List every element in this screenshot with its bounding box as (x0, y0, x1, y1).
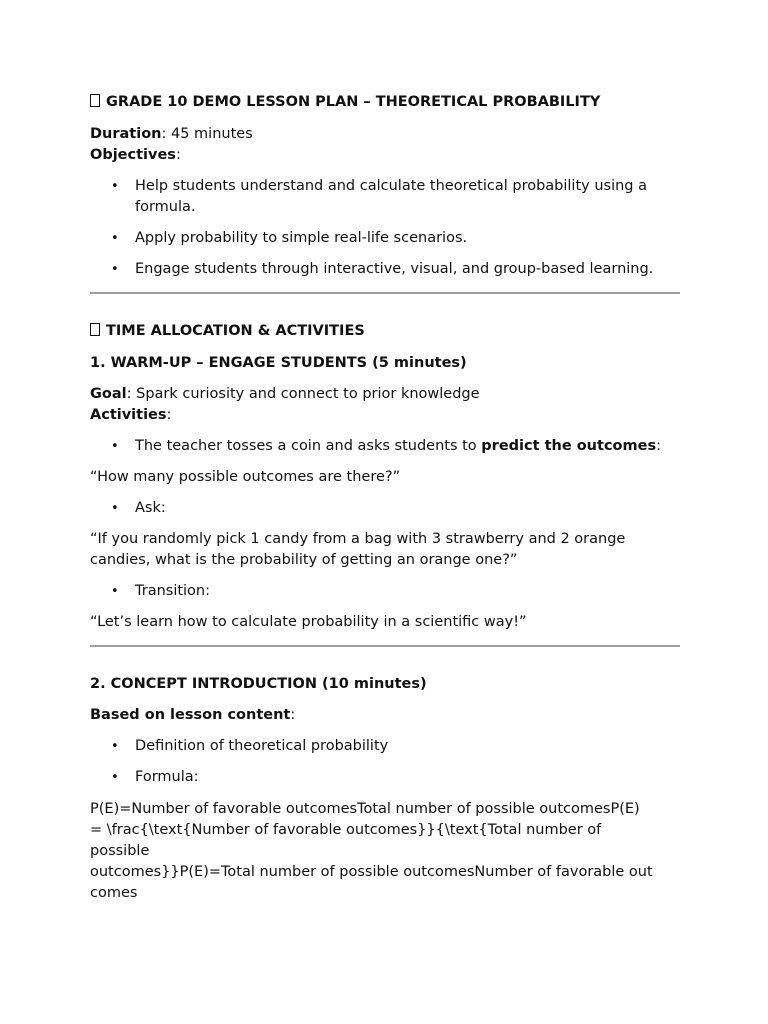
concept-heading: 2. CONCEPT INTRODUCTION (10 minutes) (90, 676, 427, 692)
document-body (90, 92, 680, 904)
missing-glyph-icon (90, 323, 100, 336)
objectives-label: Objectives (90, 147, 176, 163)
warmup-list-2 (90, 498, 680, 519)
goal-line (90, 384, 680, 405)
list-item: • Ask: (90, 498, 680, 519)
based-line (90, 705, 680, 726)
quote-candy: “If you randomly pick 1 candy from a bag with 3 strawberry and 2 orange candies, what is the probability of getting an orange one?” (90, 531, 626, 568)
based-label: Based on lesson content (90, 707, 291, 723)
list-item (90, 436, 680, 457)
list-item: • Formula: (90, 767, 680, 788)
missing-glyph-icon (90, 94, 100, 107)
warmup-list-1 (90, 436, 680, 457)
duration-label: Duration (90, 126, 162, 142)
quote-transition: “Let’s learn how to calculate probability in a scientific way!” (90, 614, 527, 630)
duration-value: : 45 minutes (161, 126, 253, 142)
lesson-title-text: GRADE 10 DEMO LESSON PLAN – THEORETICAL PROBABILITY (106, 94, 601, 110)
list-item: • Transition: (90, 581, 680, 602)
list-item: • Help students understand and calculate theoretical probability using a formula. (90, 176, 680, 218)
time-allocation-heading-text: TIME ALLOCATION & ACTIVITIES (106, 323, 365, 339)
bullet-bold-text: predict the outcomes (481, 438, 657, 454)
objectives-line (90, 145, 680, 166)
quote-outcomes: “How many possible outcomes are there?” (90, 469, 401, 485)
list-item: • Apply probability to simple real-life scenarios. (90, 228, 680, 249)
activities-label: Activities (90, 407, 167, 423)
bullet-text: The teacher tosses a coin and asks students to (135, 438, 482, 454)
formula-line: possible (90, 843, 150, 859)
formula-block (90, 799, 680, 904)
warmup-list-3 (90, 581, 680, 602)
bullet-colon: : (656, 438, 661, 454)
duration-line (90, 124, 680, 145)
formula-line: P(E)=Number of favorable outcomesTotal number of possible outcomesP(E) (90, 801, 640, 817)
list-item: • Engage students through interactive, visual, and group-based learning. (90, 259, 680, 280)
list-item: • Definition of theoretical probability (90, 736, 680, 757)
formula-line: comes (90, 885, 138, 901)
formula-line: = \frac{\text{Number of favorable outcomes}}{\text{Total number of (90, 822, 602, 838)
activities-colon: : (166, 407, 172, 423)
objectives-colon: : (175, 147, 181, 163)
warmup-heading: 1. WARM-UP – ENGAGE STUDENTS (5 minutes) (90, 355, 467, 371)
based-colon: : (290, 707, 296, 723)
lesson-title (90, 92, 680, 113)
activities-line (90, 405, 680, 426)
goal-text: : Spark curiosity and connect to prior knowledge (126, 386, 480, 402)
formula-line: outcomes}}P(E)=Total number of possible outcomesNumber of favorable out (90, 864, 653, 880)
goal-label: Goal (90, 386, 127, 402)
time-allocation-heading (90, 321, 680, 342)
objectives-list (90, 176, 680, 280)
concept-list (90, 736, 680, 788)
